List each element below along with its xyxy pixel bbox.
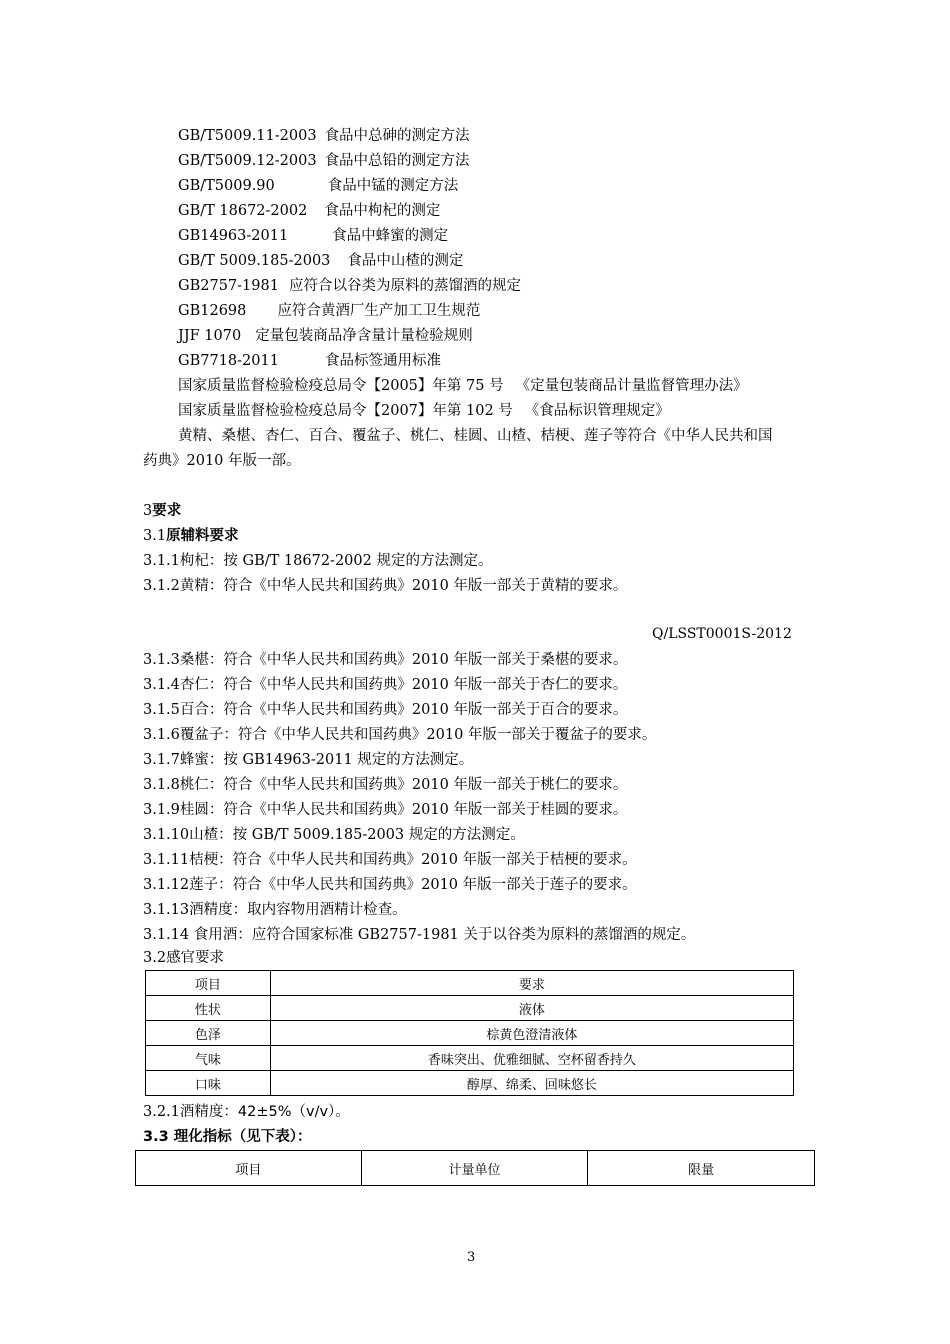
requirement-item: 3.1.3桑椹：符合《中华人民共和国药典》2010 年版一部关于桑椹的要求。: [143, 652, 628, 668]
requirement-item: 3.1.4杏仁：符合《中华人民共和国药典》2010 年版一部关于杏仁的要求。: [143, 677, 628, 693]
table-header-cell: 要求: [270, 971, 793, 996]
section-heading: 3.2感官要求: [143, 950, 225, 966]
decree-line: 国家质量监督检验检疫总局令【2005】年第 75 号 《定量包装商品计量监督管理办法》: [178, 378, 748, 394]
requirement-item: 3.1.9桂圆：符合《中华人民共和国药典》2010 年版一部关于桂圆的要求。: [143, 802, 628, 818]
table-header-cell: 项目: [146, 971, 271, 996]
requirement-item: 3.1.13酒精度：取内容物用酒精计检查。: [143, 902, 407, 918]
page-number: 3: [467, 1250, 476, 1265]
table-header-row: [146, 971, 794, 996]
table-cell: 气味: [146, 1046, 271, 1071]
requirement-item: 3.1.12莲子：符合《中华人民共和国药典》2010 年版一部关于莲子的要求。: [143, 877, 637, 893]
table-cell: 醇厚、绵柔、回味悠长: [270, 1071, 793, 1096]
table-header-row: [136, 1151, 815, 1186]
ref-line: GB/T 18672-2002 食品中枸杞的测定: [178, 203, 441, 219]
ref-line: GB14963-2011 食品中蜂蜜的测定: [178, 228, 449, 244]
physchem-table: [135, 1150, 815, 1186]
table-header-cell: 计量单位: [361, 1151, 588, 1186]
requirement-item: 3.1.6覆盆子：符合《中华人民共和国药典》2010 年版一部关于覆盆子的要求。: [143, 727, 657, 743]
document-number: Q/LSST0001S-2012: [652, 626, 792, 642]
ref-line: JJF 1070 定量包装商品净含量计量检验规则: [178, 328, 473, 344]
table-cell: 色泽: [146, 1021, 271, 1046]
decree-line: 国家质量监督检验检疫总局令【2007】年第 102 号 《食品标识管理规定》: [178, 403, 670, 419]
table-cell: 棕黄色澄清液体: [270, 1021, 793, 1046]
ref-line: GB12698 应符合黄酒厂生产加工卫生规范: [178, 303, 481, 319]
ref-line: GB/T5009.90 食品中锰的测定方法: [178, 178, 459, 194]
table-cell: 性状: [146, 996, 271, 1021]
table-header-cell: 项目: [136, 1151, 362, 1186]
ref-line: GB7718-2011 食品标签通用标准: [178, 353, 441, 369]
requirement-item: 3.1.1枸杞：按 GB/T 18672-2002 规定的方法测定。: [143, 553, 493, 569]
requirement-item: 3.1.7蜂蜜：按 GB14963-2011 规定的方法测定。: [143, 752, 474, 768]
alcohol-spec: 3.2.1酒精度：42±5%（v/v）。: [143, 1104, 350, 1120]
table-row: [146, 1021, 794, 1046]
ref-line: GB/T 5009.185-2003 食品中山楂的测定: [178, 253, 464, 269]
section-heading: 3.3 理化指标（见下表）：: [143, 1129, 312, 1145]
requirement-item: 3.1.11桔梗：符合《中华人民共和国药典》2010 年版一部关于桔梗的要求。: [143, 852, 637, 868]
ref-line: GB2757-1981 应符合以谷类为原料的蒸馏酒的规定: [178, 278, 521, 294]
table-cell: 香味突出、优雅细腻、空杯留香持久: [270, 1046, 793, 1071]
section-heading: 3.1原辅料要求: [143, 528, 239, 544]
requirement-item: 3.1.10山楂：按 GB/T 5009.185-2003 规定的方法测定。: [143, 827, 525, 843]
requirement-item: 3.1.2黄精：符合《中华人民共和国药典》2010 年版一部关于黄精的要求。: [143, 578, 628, 594]
table-cell: 口味: [146, 1071, 271, 1096]
requirement-item: 3.1.5百合：符合《中华人民共和国药典》2010 年版一部关于百合的要求。: [143, 702, 628, 718]
requirement-item: 3.1.14 食用酒：应符合国家标准 GB2757-1981 关于以谷类为原料的蒸馏酒的规定。: [143, 927, 696, 943]
table-row: [146, 1071, 794, 1096]
sensory-table: [145, 970, 794, 1096]
table-row: [146, 996, 794, 1021]
herbs-paragraph-cont: 药典》2010 年版一部。: [143, 453, 301, 469]
ref-line: GB/T5009.11-2003 食品中总砷的测定方法: [178, 128, 470, 144]
herbs-paragraph: 黄精、桑椹、杏仁、百合、覆盆子、桃仁、桂圆、山楂、桔梗、莲子等符合《中华人民共和国: [178, 428, 773, 444]
table-cell: 液体: [270, 996, 793, 1021]
table-header-cell: 限量: [588, 1151, 815, 1186]
section-heading: 3要求: [143, 503, 182, 519]
requirement-item: 3.1.8桃仁：符合《中华人民共和国药典》2010 年版一部关于桃仁的要求。: [143, 777, 628, 793]
table-row: [146, 1046, 794, 1071]
ref-line: GB/T5009.12-2003 食品中总铅的测定方法: [178, 153, 470, 169]
